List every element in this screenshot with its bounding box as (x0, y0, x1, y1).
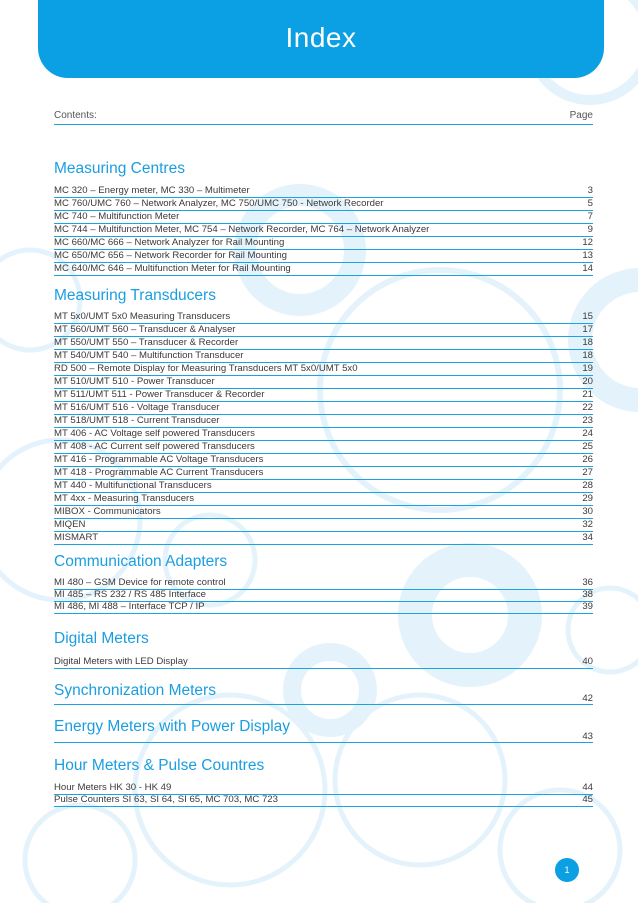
index-entry[interactable]: MT 440 - Multifunctional Transducers 28 (54, 480, 593, 493)
index-entry[interactable]: MI 486, MI 488 – Interface TCP / IP 39 (54, 601, 593, 614)
page-title: Index (285, 22, 357, 53)
index-entry[interactable]: MIQEN 32 (54, 519, 593, 532)
index-entry[interactable]: Pulse Counters SI 63, SI 64, SI 65, MC 703, MC 723 45 (54, 794, 593, 807)
section-underline (54, 742, 593, 743)
index-entry[interactable]: MC 660/MC 666 – Network Analyzer for Rail Mounting 12 (54, 237, 593, 250)
index-entry[interactable]: MT 516/UMT 516 - Voltage Transducer 22 (54, 402, 593, 415)
index-entry[interactable]: MT 408 - AC Current self powered Transducers 25 (54, 441, 593, 454)
section-title-measuring-transducers: Measuring Transducers (54, 287, 216, 304)
index-entry[interactable]: MT 511/UMT 511 - Power Transducer & Recorder 21 (54, 389, 593, 402)
index-entry[interactable]: MI 485 – RS 232 / RS 485 Interface 38 (54, 589, 593, 602)
section-page-energy-meters: 43 (582, 731, 593, 742)
index-entry[interactable]: MT 510/UMT 510 - Power Transducer 20 (54, 376, 593, 389)
index-entry[interactable]: MT 416 - Programmable AC Voltage Transducers 26 (54, 454, 593, 467)
index-entry[interactable]: MT 518/UMT 518 - Current Transducer 23 (54, 415, 593, 428)
contents-label: Contents: (54, 110, 97, 121)
section-title-communication-adapters: Communication Adapters (54, 553, 228, 570)
section-underline (54, 704, 593, 705)
index-entry[interactable]: MT 5x0/UMT 5x0 Measuring Transducers 15 (54, 311, 593, 324)
section-title-hour-meters: Hour Meters & Pulse Countres (54, 757, 265, 774)
index-entry[interactable]: Hour Meters HK 30 - HK 49 44 (54, 782, 593, 795)
index-entry[interactable]: MIBOX - Communicators 30 (54, 506, 593, 519)
index-entry[interactable]: MC 650/MC 656 – Network Recorder for Rail Mounting 13 (54, 250, 593, 263)
section-title-energy-meters: Energy Meters with Power Display (54, 718, 291, 735)
page-number-badge: 1 (555, 858, 579, 882)
index-entry[interactable]: MT 4xx - Measuring Transducers 29 (54, 493, 593, 506)
index-entry[interactable]: MC 320 – Energy meter, MC 330 – Multimeter 3 (54, 185, 593, 198)
section-page-synchronization-meters: 42 (582, 693, 593, 704)
index-entry[interactable]: RD 500 – Remote Display for Measuring Transducers MT 5x0/UMT 5x0 19 (54, 363, 593, 376)
index-entry[interactable]: MT 406 - AC Voltage self powered Transducers 24 (54, 428, 593, 441)
index-entry[interactable]: MC 744 – Multifunction Meter, MC 754 – Network Recorder, MC 764 – Network Analyzer 9 (54, 224, 593, 237)
section-title-digital-meters: Digital Meters (54, 630, 149, 647)
section-title-synchronization-meters: Synchronization Meters (54, 682, 216, 699)
index-entry[interactable]: MT 540/UMT 540 – Multifunction Transducer 18 (54, 350, 593, 363)
index-entry[interactable]: MC 740 – Multifunction Meter 7 (54, 211, 593, 224)
index-entry[interactable]: Digital Meters with LED Display 40 (54, 656, 593, 669)
index-entry[interactable]: MT 418 - Programmable AC Current Transducers 27 (54, 467, 593, 480)
header-tab (38, 0, 604, 78)
contents-header-row (54, 110, 593, 125)
index-entry[interactable]: MT 560/UMT 560 – Transducer & Analyser 17 (54, 324, 593, 337)
index-entry[interactable]: MI 480 – GSM Device for remote control 36 (54, 577, 593, 590)
index-entry[interactable]: MC 640/MC 646 – Multifunction Meter for Rail Mounting 14 (54, 263, 593, 276)
index-entry[interactable]: MISMART 34 (54, 532, 593, 545)
section-title-measuring-centres: Measuring Centres (54, 160, 185, 177)
page-column-label: Page (569, 110, 593, 121)
index-entry[interactable]: MT 550/UMT 550 – Transducer & Recorder 18 (54, 337, 593, 350)
index-entry[interactable]: MC 760/UMC 760 – Network Analyzer, MC 750/UMC 750 - Network Recorder 5 (54, 198, 593, 211)
